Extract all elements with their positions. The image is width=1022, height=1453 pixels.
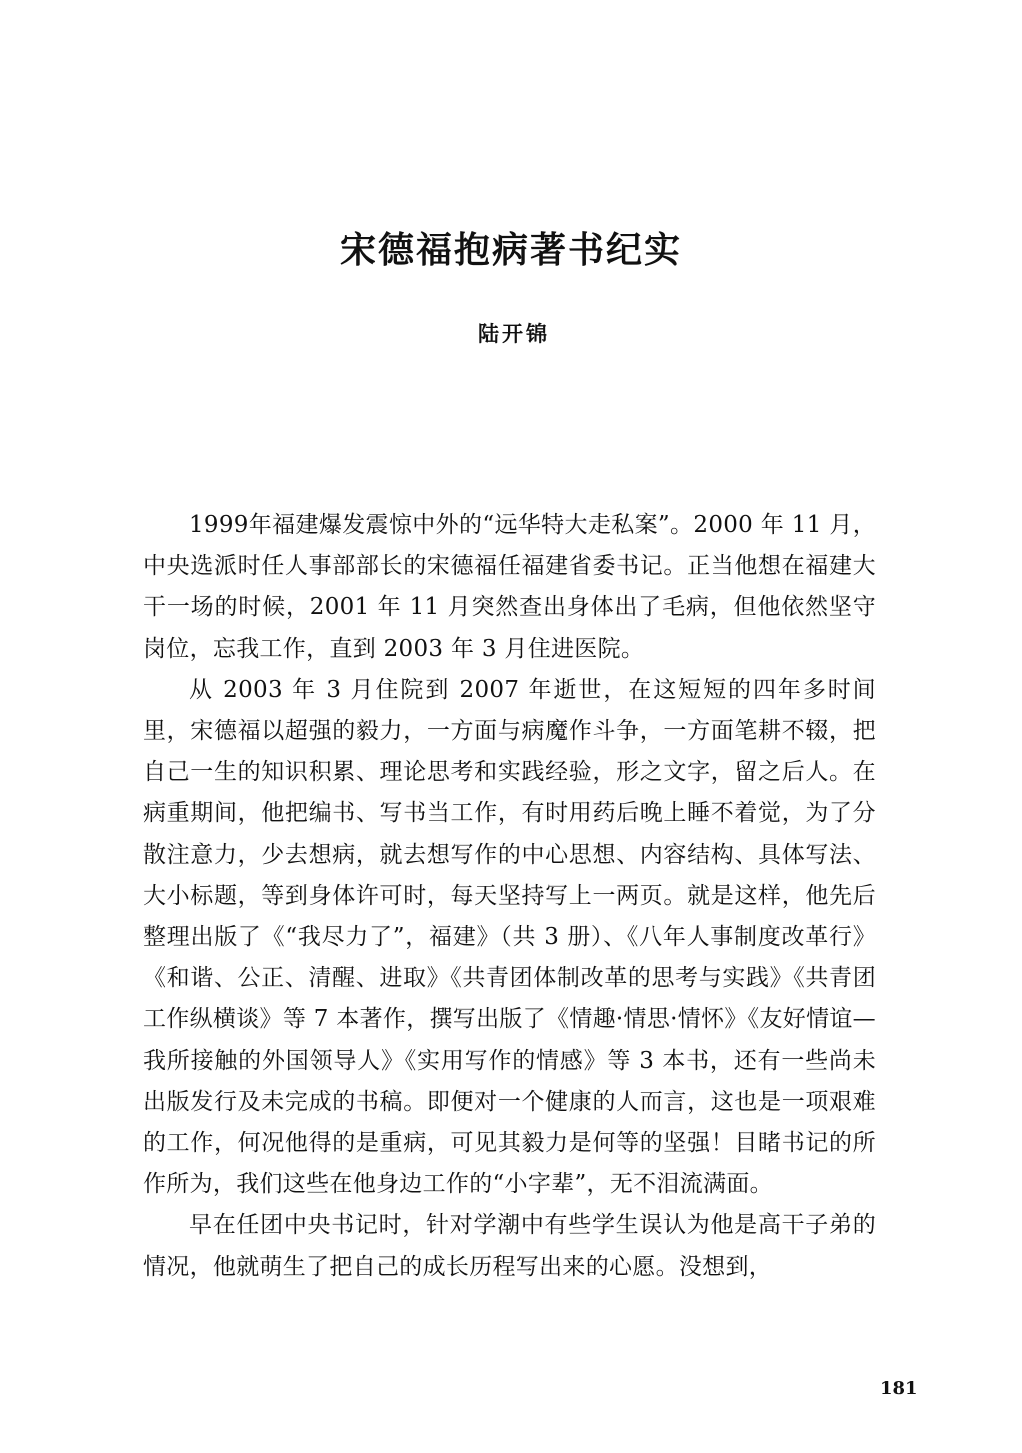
article-body (143, 505, 876, 1288)
article-title: 宋德福抱病著书纪实 (339, 229, 682, 271)
paragraph-1: 1999年福建爆发震惊中外的“远华特大走私案”。2000 年 11 月，中央选派时任人事部部长的宋德福任福建省委书记。正当他想在福建大干一场的时候，2001 年 11 月突然查出身体出了毛病，但他依然坚守岗位，忘我工作，直到 2003 年 3 月住进医院。 (143, 512, 876, 662)
page-number: 181 (880, 1378, 918, 1399)
paragraph-3: 早在任团中央书记时，针对学潮中有些学生误认为他是高干子弟的情况，他就萌生了把自己的成长历程写出来的心愿。没想到， (143, 1212, 876, 1280)
paragraph-2: 从 2003 年 3 月住院到 2007 年逝世，在这短短的四年多时间里，宋德福以超强的毅力，一方面与病魔作斗争，一方面笔耕不辍，把自己一生的知识积累、理论思考和实践经验，形之文字，留之后人。在病重期间，他把编书、写书当工作，有时用药后晚上睡不着觉，为了分散注意力，少去想病，就去想写作的中心思想、内容结构、具体写法、大小标题，等到身体许可时，每天坚持写上一两页。就是这样，他先后整理出版了《“我尽力了”，福建》（共 3 册）、《八年人事制度改革行》《和谐、公正、清醒、进取》《共青团体制改革的思考与实践》《共青团工作纵横谈》等 7 本著作，撰写出版了《情趣·情思·情怀》《友好情谊—我所接触的外国领导人》《实用写作的情感》等 3 本书，还有一些尚未出版发行及未完成的书稿。即便对一个健康的人而言，这也是一项艰难的工作，何况他得的是重病，可见其毅力是何等的坚强！目睹书记的所作所为，我们这些在他身边工作的“小字辈”，无不泪流满面。 (143, 676, 876, 1198)
article-author: 陆开锦 (478, 321, 550, 346)
